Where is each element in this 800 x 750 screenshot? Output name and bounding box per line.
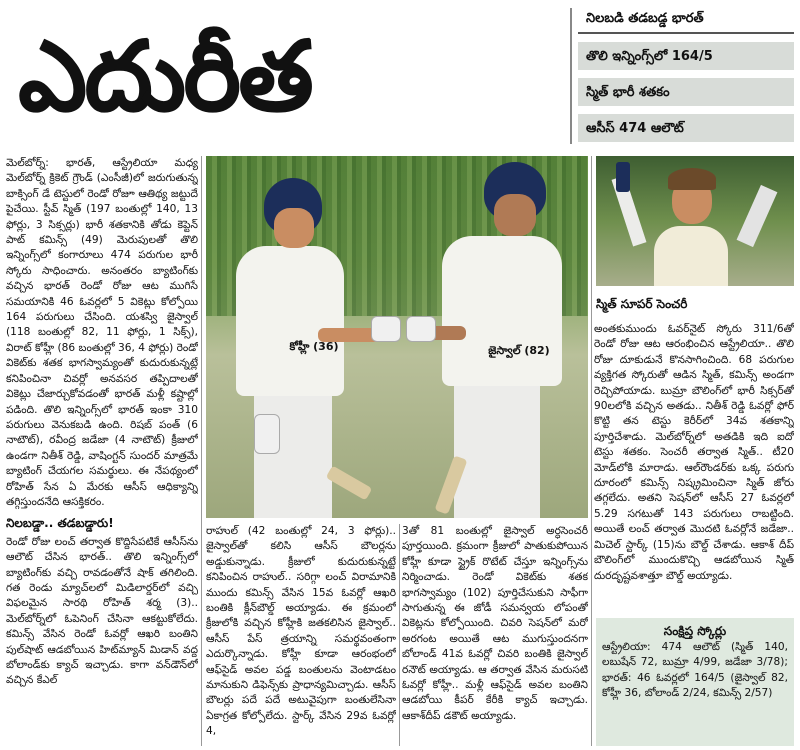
- main-photo: [206, 156, 588, 518]
- headline-divider: [570, 8, 572, 144]
- scoreboard-title: సంక్షిప్త స్కోర్లు: [663, 624, 727, 638]
- article-column-mid-1: [206, 524, 396, 746]
- headline-kicker: నిలబడి తడబడ్డ భారత్: [578, 4, 794, 34]
- article-paragraph: రెండో రోజు లంచ్ తర్వాత కొద్దిసేపటికే ఆసీస్‌ను ఆలౌట్ చేసిన భారత్.. తొలి ఇన్నింగ్స్‌లో బ్యాటింగ్‌కు వచ్చి రావడంతోనే షాక్ తగిలింది. గత రెండు మ్యాచ్‌లలో మిడిలార్డర్‌లో వచ్చి విఫలమైన సారథి రోహిత్ శర్మ (3).. మెల్‌బోర్న్‌లో ఓపెనింగ్ చేసినా ఆకట్టుకోలేదు. కమిన్స్ వేసిన రెండో ఓవర్లో ఆఖరి బంతిని పుల్‌షాట్ ఆడబోయిన హిట్‌మ్యాన్ మిడాన్ వద్ద బోలాండ్‌కు క్యాచ్ ఇచ్చాడు. కాగా వన్‌డౌన్‌లో వచ్చిన కేఎల్: [6, 535, 198, 687]
- article-column-left: [6, 156, 198, 746]
- headline-deck-3: ఆసీస్ 474 ఆలౌట్: [578, 112, 794, 142]
- article-column-right: [594, 322, 794, 612]
- column-rule: [399, 524, 400, 746]
- main-headline: ఎదురీత: [18, 20, 311, 132]
- article-column-mid-2: [402, 524, 588, 746]
- headline-deck-1: తొలి ఇన్నింగ్స్‌లో 164/5: [578, 40, 794, 70]
- scoreboard-box: [596, 618, 794, 746]
- article-paragraph: మెల్‌బోర్న్: భారత్, ఆస్ట్రేలియా మధ్య మెల్‌బోర్న్ క్రికెట్ గ్రౌండ్ (ఎంసీజీ)లో జరుగుతున్న బాక్సింగ్ డే టెస్టులో రెండో రోజూ ఆతిథ్య జట్టుదే పైచేయి. స్టీవ్ స్మిత్ (197 బంతుల్లో 140, 13 ఫోర్లు, 3 సిక్సర్లు) భారీ శతకానికి తోడు కెప్టెన్ పాట్ కమిన్స్ (49) మెరుపులతో తొలి ఇన్నింగ్స్‌లో కంగారూలు 474 పరుగుల భారీ స్కోరు సాధించారు. అనంతరం బ్యాటింగ్‌కు వచ్చిన భారత్ రెండో రోజు ఆట ముగిసే సమయానికి 46 ఓవర్లలో 5 వికెట్లు కోల్పోయి 164 పరుగులు చేసింది. యశస్వి జైస్వాల్ (118 బంతుల్లో 82, 11 ఫోర్లు, 1 సిక్స్), విరాట్ కోహ్లీ (86 బంతుల్లో 36, 4 ఫోర్లు) రెండో వికెట్‌కు శతక భాగస్వామ్యంతో కుదురుకున్నట్లే కనిపించినా చివర్లో అనవసర తప్పిదాలతో వికెట్లు చేజార్చుకోవడంతో భారత్ మళ్లీ కష్టాల్లో పడింది. తొలి ఇన్నింగ్స్‌లో భారత్ ఇంకా 310 పరుగులు వెనుకబడి ఉంది. రిషబ్ పంత్ (6 నాటౌట్), రవీంద్ర జడేజా (4 నాటౌట్) క్రీజులో ఉండగా నితీశ్ రెడ్డి, వాషింగ్టన్ సుందర్ మాత్రమే బ్యాటింగ్ చేయగల సమర్థులు. ఈ నేపథ్యంలో రోహిత్ సేన ఏ మేరకు ఆసీస్ ఆధిక్యాన్ని తగ్గిస్తుందనేది ఆసక్తికరం.: [6, 157, 198, 508]
- column-rule: [591, 156, 592, 746]
- masthead: [0, 0, 800, 150]
- headline-deck-2: స్మిత్ భారీ శతకం: [578, 76, 794, 106]
- article-subhead: నిలబడ్డా.. తడబడ్డారు!: [6, 516, 114, 531]
- photo-caption-right: జైస్వాల్ (82): [488, 344, 550, 357]
- article-paragraph: రాహుల్ (42 బంతుల్లో 24, 3 ఫోర్లు).. జైస్వాల్‌తో కలిసి ఆసీస్ బౌలర్లను అడ్డుకున్నాడు. క్రీజులో కుదురుకున్నట్టే కనిపించిన రాహుల్.. సరిగ్గా లంచ్ విరామానికి ముందు కమిన్స్ వేసిన 15వ ఓవర్లో ఆఖరి బంతికి క్లీన్‌బౌల్డ్ అయ్యాడు. ఈ క్రమంలో క్రీజులోకి వచ్చిన కోహ్లీకి జతకలిసిన జైస్వాల్.. ఆసీస్ పేస్ త్రయాన్ని సమర్థవంతంగా ఎదుర్కొన్నాడు. కోహ్లీ కూడా ఆరంభంలో ఆఫ్‌సైడ్ అవల పడ్డ బంతులను వెంటాడటం మానుకుని డిఫెన్స్‌కు ప్రాధాన్యమిచ్చాడు. ఆసీస్ బౌలర్లు పదే పదే అటువైపుగా బంతులేసినా ఏకాగ్రత కోల్పోలేదు. స్టార్క్ వేసిన 29వ ఓవర్లో 4,: [206, 525, 396, 738]
- article-paragraph: అంతకుముందు ఓవర్‌నైట్ స్కోరు 311/6తో రెండో రోజు ఆట ఆరంభించిన ఆస్ట్రేలియా.. తొలి రోజు దూకుడునే కొనసాగించింది. 68 పరుగుల వ్యక్తిగత స్కోరుతో ఆడిన స్మిత్, కమిన్స్ అండగా రెచ్చిపోయాడు. బుమ్రా బౌలింగ్‌లో భారీ సిక్సర్‌తో 90లలోకి వచ్చిన అతడు.. నితీశ్ రెడ్డి ఓవర్లో ఫోర్ కొట్టి తన టెస్టు కెరీర్‌లో 34వ శతకాన్ని పూర్తిచేశాడు. మెల్‌బోర్న్‌లో అతడికి ఇది ఐదో టెస్టు శతకం. సెంచరీ తర్వాత స్మిత్.. టీ20 మోడ్‌లోకి మారాడు. ఆల్‌రౌండర్‌కు ఒక్క పరుగు దూరంలో కమిన్స్ నిష్క్రమించినా స్మిత్ జోరు తగ్గలేదు. అతని సెషన్‌లో ఆసీస్ 27 ఓవర్లలో 5.29 సగటుతో 143 పరుగులు రాబట్టింది. అయితే లంచ్ తర్వాత మొదటి ఓవర్లోనే జడేజా.. మిచెల్ స్టార్క్ (15)ను బౌల్డ్ చేశాడు. ఆకాశ్ దీప్ బౌలింగ్‌లో ముందుకొచ్చి ఆడబోయిన స్మిత్ దురదృష్టవశాత్తూ బౌల్డ్ అయ్యాడు.: [594, 323, 794, 582]
- side-photo: [596, 156, 794, 286]
- photo-caption-left: కోహ్లీ (36): [289, 340, 339, 353]
- column-rule: [201, 156, 202, 746]
- scoreboard-text: ఆస్ట్రేలియా: 474 ఆలౌట్ (స్మిత్ 140, లబుషేన్ 72, బుమ్రా 4/99, జడేజా 3/78); భారత్: 46 ఓవర్లలో 164/5 (జైస్వాల్ 82, కోహ్లీ 36, బోలాండ్ 2/24, కమిన్స్ 2/57): [602, 641, 788, 700]
- article-paragraph: 3తో 81 బంతుల్లో జైస్వాల్ అర్ధసెంచరీ పూర్తయింది. క్రమంగా క్రీజులో పాతుకుపోయిన కోహ్లీ కూడా స్ట్రైక్ రొటేట్ చేస్తూ ఇన్నింగ్స్‌ను నిర్మించాడు. రెండో వికెట్‌కు శతక భాగస్వామ్యం (102) పూర్తిచేసుకుని సాఫీగా సాగుతున్న ఈ జోడీ సమన్వయ లోపంతో వికెట్లను కోల్పోయింది. చివరి సెషన్‌లో మరో అరగంట అయితే ఆట ముగుస్తుందనగా బోలాండ్ 41వ ఓవర్లో చివరి బంతికి జైస్వాల్ రనౌట్ అయ్యాడు. ఆ తర్వాత వేసిన మరుసటి ఓవర్లో కోహ్లీ.. మళ్లీ ఆఫ్‌సైడ్ అవల బంతిని ఆడబోయి కీపర్ కేరీకి క్యాచ్ ఇచ్చాడు. ఆకాశ్‌దీప్ డకౌట్ అయ్యాడు.: [402, 525, 588, 722]
- player-right-figure: [206, 156, 588, 518]
- side-photo-caption: స్మిత్ సూపర్ సెంచరీ: [596, 297, 688, 311]
